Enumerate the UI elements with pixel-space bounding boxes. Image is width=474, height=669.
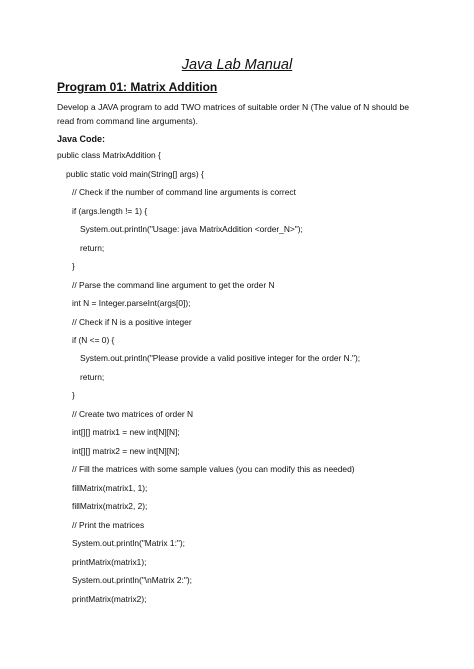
code-line: System.out.println("Please provide a valid positive integer for the order N."); [80, 353, 361, 363]
code-line: } [72, 390, 75, 400]
code-line: printMatrix(matrix2); [72, 594, 147, 604]
code-line: // Print the matrices [72, 520, 145, 530]
document-title: Java Lab Manual [181, 57, 293, 73]
code-line: return; [80, 243, 105, 253]
code-line: printMatrix(matrix1); [72, 557, 147, 567]
code-line: // Create two matrices of order N [72, 409, 194, 419]
code-line: // Check if the number of command line arguments is correct [72, 187, 296, 197]
code-line: int[][] matrix2 = new int[N][N]; [72, 446, 180, 456]
code-line: System.out.println("Usage: java MatrixAddition <order_N>"); [80, 224, 303, 234]
code-line: System.out.println("Matrix 1:"); [72, 538, 185, 548]
code-line: int N = Integer.parseInt(args[0]); [72, 298, 191, 308]
code-line: if (args.length != 1) { [72, 206, 148, 216]
program-description: Develop a JAVA program to add TWO matrices of suitable order N (The value of N should be read from command line arguments). [57, 102, 410, 126]
code-line: } [72, 261, 75, 271]
code-line: public static void main(String[] args) { [66, 169, 204, 179]
code-line: return; [80, 372, 105, 382]
code-line: System.out.println("\nMatrix 2:"); [72, 575, 192, 585]
code-label: Java Code: [57, 134, 106, 144]
code-line: fillMatrix(matrix2, 2); [72, 501, 148, 511]
code-line: public class MatrixAddition { [57, 150, 161, 160]
program-heading: Program 01: Matrix Addition [57, 80, 218, 94]
code-line: // Fill the matrices with some sample values (you can modify this as needed) [72, 464, 355, 474]
code-line: // Check if N is a positive integer [72, 317, 192, 327]
code-line: int[][] matrix1 = new int[N][N]; [72, 427, 180, 437]
code-line: if (N <= 0) { [72, 335, 115, 345]
code-line: fillMatrix(matrix1, 1); [72, 483, 148, 493]
code-line: // Parse the command line argument to get the order N [72, 280, 275, 290]
